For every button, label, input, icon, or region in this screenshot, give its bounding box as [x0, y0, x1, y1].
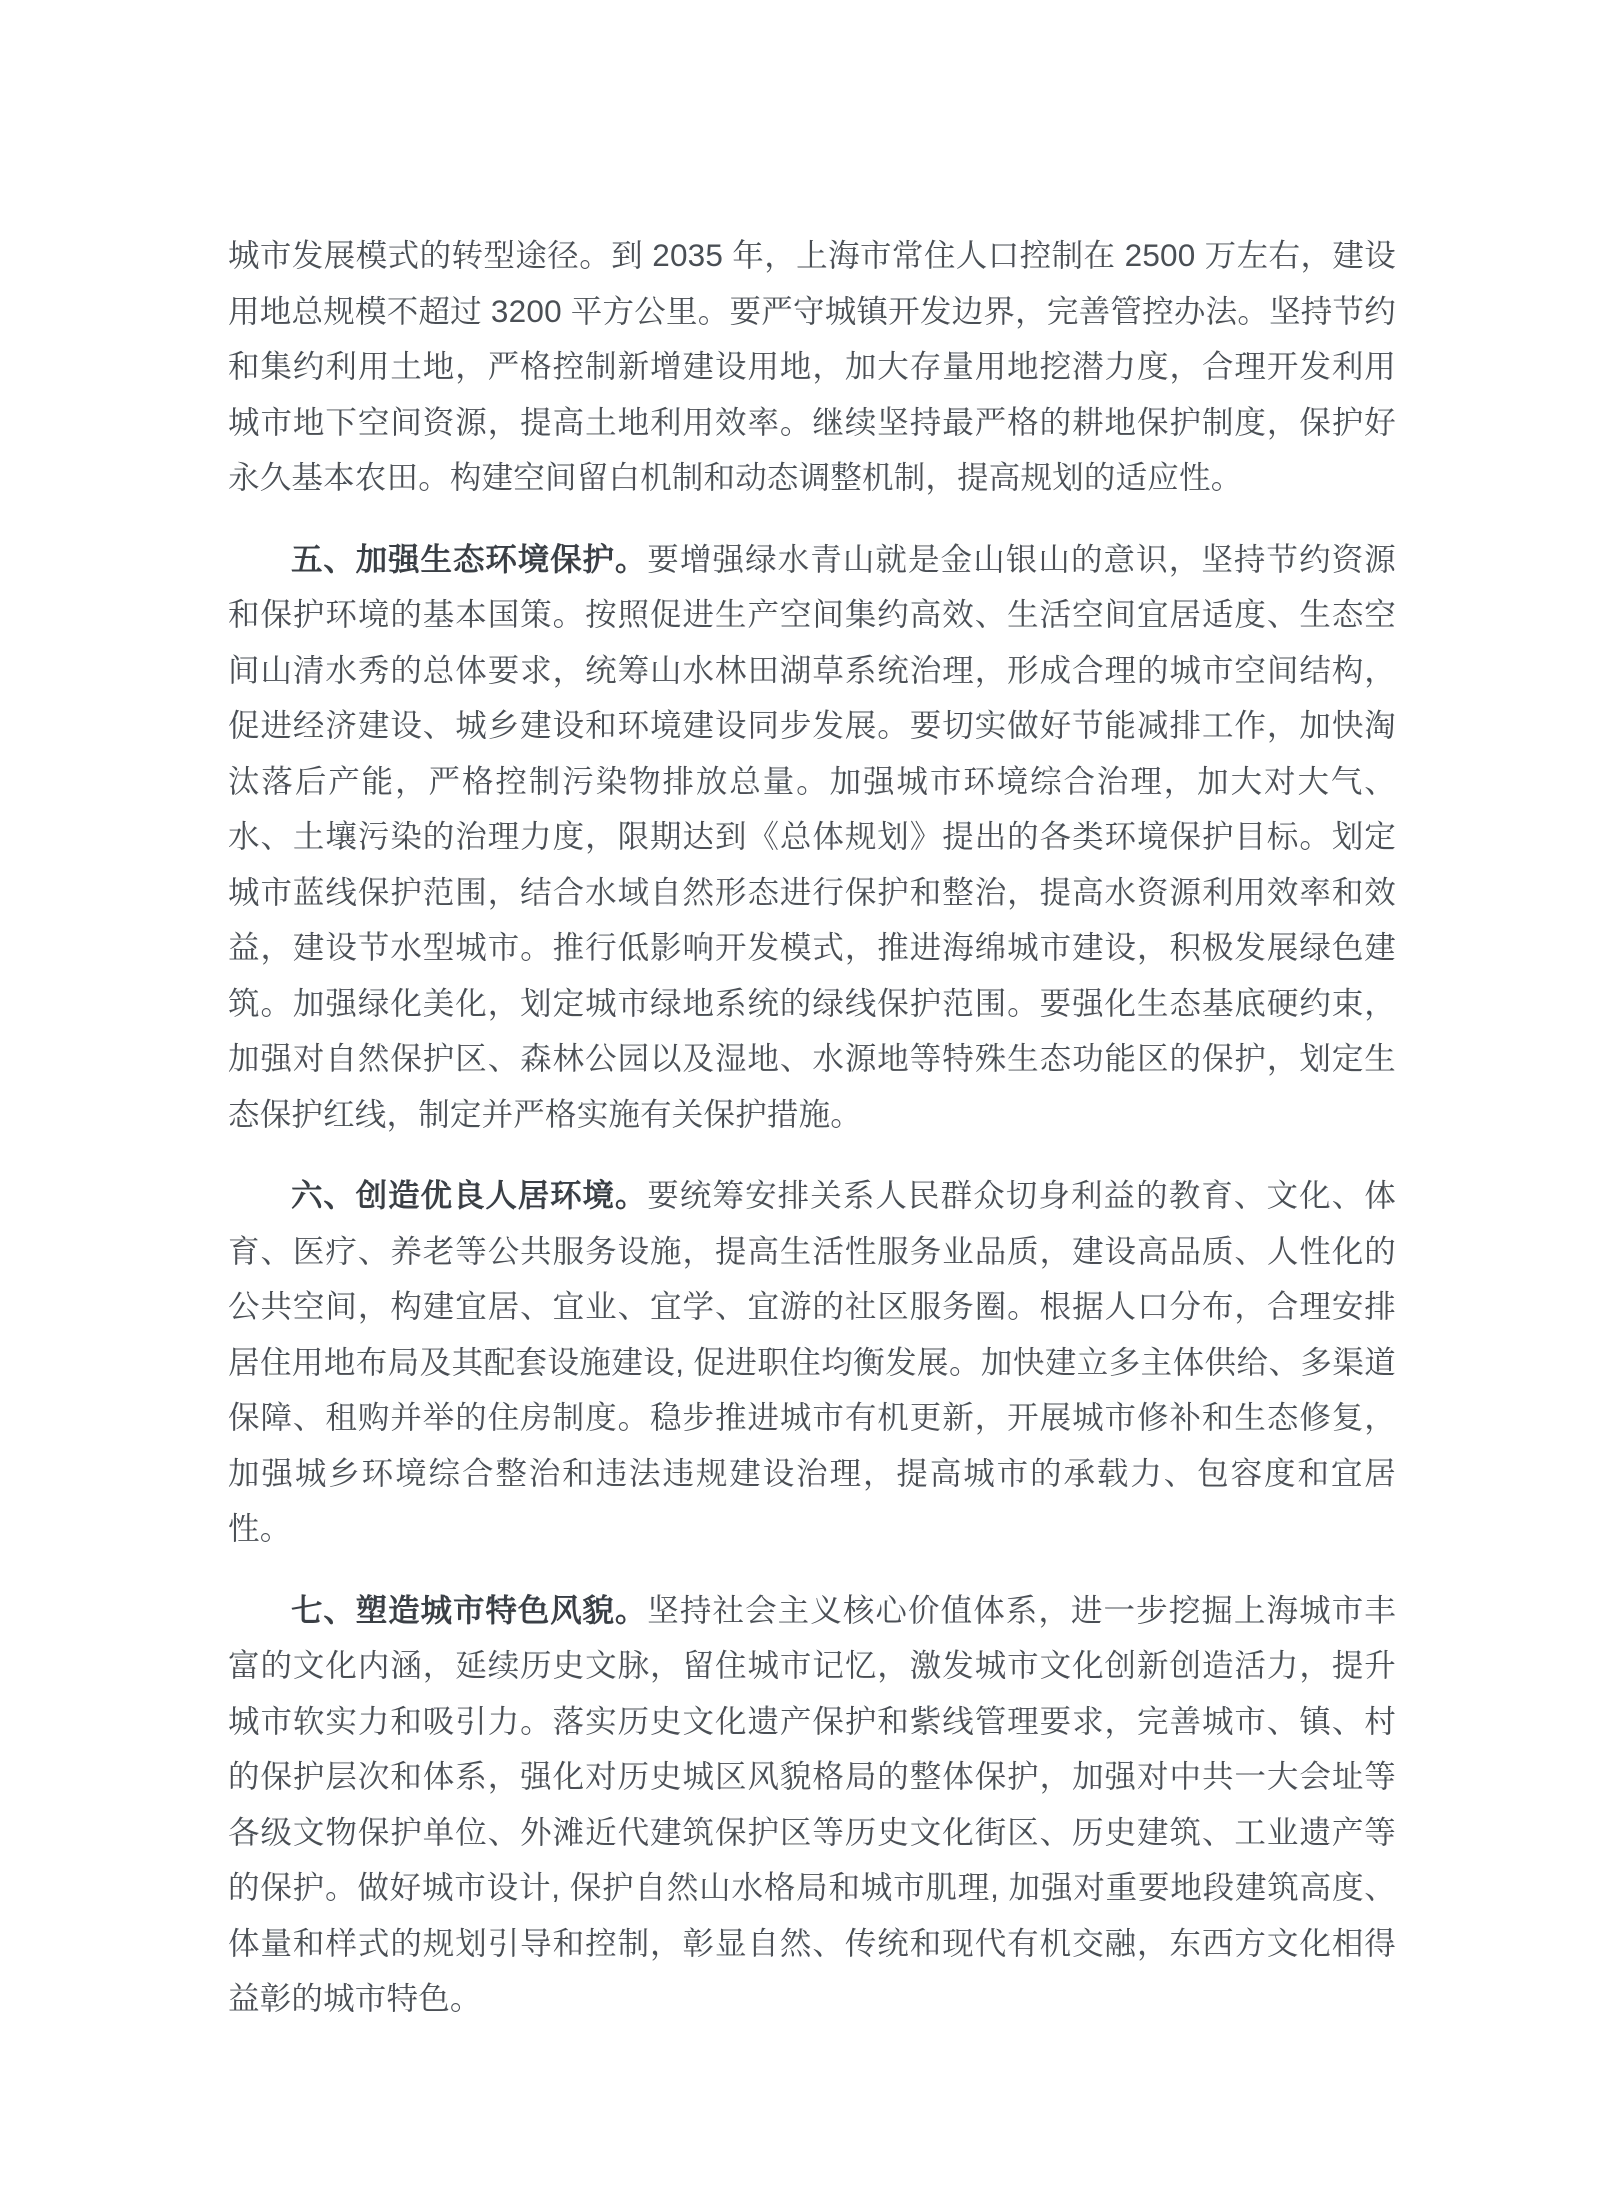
- section-six-heading: 六、创造优良人居环境。: [291, 1177, 648, 1213]
- section-five-body: 要增强绿水青山就是金山银山的意识，坚持节约资源和保护环境的基本国策。按照促进生产空间集约高效、生活空间宜居适度、生态空间山清水秀的总体要求，统筹山水林田湖草系统治理，形成合理的城市空间结构，促进经济建设、城乡建设和环境建设同步发展。要切实做好节能减排工作，加快淘汰落后产能，严格控制污染物排放总量。加强城市环境综合治理，加大对大气、水、土壤污染的治理力度，限期达到《总体规划》提出的各类环境保护目标。划定城市蓝线保护范围，结合水域自然形态进行保护和整治，提高水资源利用效率和效益，建设节水型城市。推行低影响开发模式，推进海绵城市建设，积极发展绿色建筑。加强绿化美化，划定城市绿地系统的绿线保护范围。要强化生态基底硬约束，加强对自然保护区、森林公园以及湿地、水源地等特殊生态功能区的保护，划定生态保护红线，制定并严格实施有关保护措施。: [228, 540, 1396, 1132]
- text-column: [228, 228, 1396, 2027]
- section-six-body: 要统筹安排关系人民群众切身利益的教育、文化、体育、医疗、养老等公共服务设施，提高生活性服务业品质，建设高品质、人性化的公共空间，构建宜居、宜业、宜学、宜游的社区服务圈。根据人口分布，合理安排居住用地布局及其配套设施建设, 促进职住均衡发展。加快建立多主体供给、多渠道保障、租购并举的住房制度。稳步推进城市有机更新，开展城市修补和生态修复，加强城乡环境综合整治和违法违规建设治理，提高城市的承载力、包容度和宜居性。: [228, 1177, 1396, 1546]
- paragraph-section-five: [228, 532, 1396, 1143]
- section-seven-heading: 七、塑造城市特色风貌。: [291, 1591, 648, 1628]
- paragraph-section-six: [228, 1168, 1396, 1557]
- section-five-heading: 五、加强生态环境保护。: [291, 540, 648, 577]
- paragraph-section-seven: [228, 1583, 1396, 2027]
- section-seven-body: 坚持社会主义核心价值体系，进一步挖掘上海城市丰富的文化内涵，延续历史文脉，留住城市记忆，激发城市文化创新创造活力，提升城市软实力和吸引力。落实历史文化遗产保护和紫线管理要求，完善城市、镇、村的保护层次和体系，强化对历史城区风貌格局的整体保护，加强对中共一大会址等各级文物保护单位、外滩近代建筑保护区等历史文化街区、历史建筑、工业遗产等的保护。做好城市设计, 保护自然山水格局和城市肌理, 加强对重要地段建筑高度、体量和样式的规划引导和控制，彰显自然、传统和现代有机交融，东西方文化相得益彰的城市特色。: [228, 1591, 1396, 2016]
- paragraph-continuation: [228, 228, 1396, 506]
- paragraph-continuation-body: 城市发展模式的转型途径。到 2035 年，上海市常住人口控制在 2500 万左右，建设用地总规模不超过 3200 平方公里。要严守城镇开发边界，完善管控办法。坚持节约和集约利用土地，严格控制新增建设用地，加大存量用地挖潜力度，合理开发利用城市地下空间资源，提高土地利用效率。继续坚持最严格的耕地保护制度，保护好永久基本农田。构建空间留白机制和动态调整机制，提高规划的适应性。: [228, 237, 1396, 495]
